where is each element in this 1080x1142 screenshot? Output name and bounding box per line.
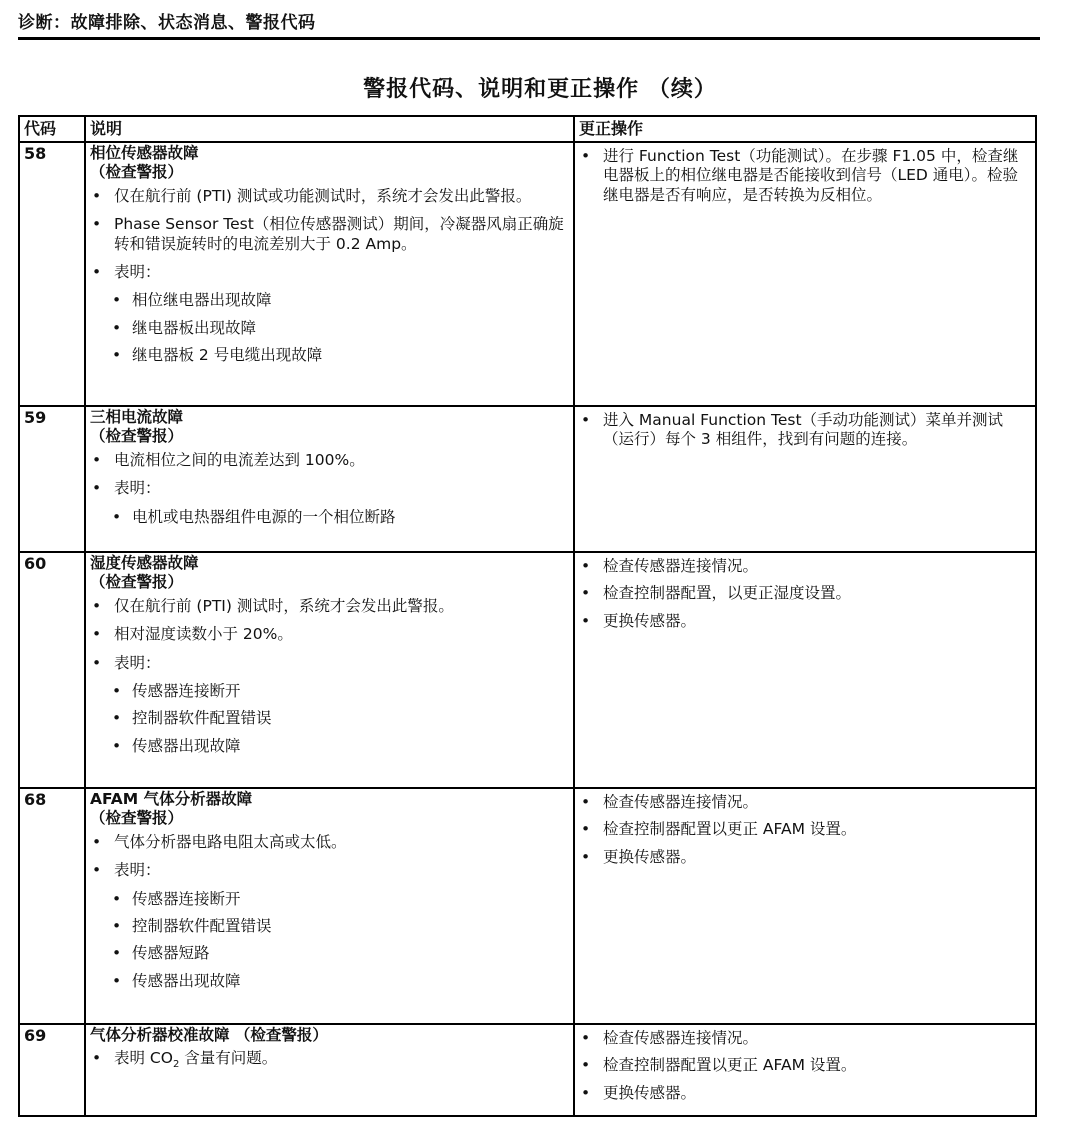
alarm-title: 湿度传感器故障	[90, 554, 199, 572]
alarm-type: （检查警报）	[90, 427, 184, 446]
list-item: • 检查控制器配置以更正 AFAM 设置。	[579, 1056, 1031, 1075]
column-header-description: 说明	[85, 116, 574, 142]
list-item: • 更换传感器。	[579, 848, 1031, 867]
sub-list-item: • 电机或电热器组件电源的一个相位断路	[90, 508, 569, 527]
page-header: 诊断：故障排除、状态消息、警报代码	[18, 8, 1040, 40]
list-item: • 检查控制器配置以更正 AFAM 设置。	[579, 820, 1031, 839]
list-item: • 表明：	[90, 479, 569, 498]
table-row	[19, 552, 1036, 788]
alarm-description	[85, 142, 574, 406]
page-title: 警报代码、说明和更正操作 （续）	[363, 77, 717, 102]
list-item: • Phase Sensor Test（相位传感器测试）期间，冷凝器风扇正确旋转和错误旋转时的电流差别大于 0.2 Amp。	[90, 215, 569, 254]
alarm-code: 59	[19, 406, 85, 552]
list-item: • 表明：	[90, 654, 569, 673]
sub-list-item: • 传感器连接断开	[90, 890, 569, 909]
alarm-title: 三相电流故障	[90, 408, 184, 426]
corrective-action	[574, 142, 1036, 406]
table-row	[19, 788, 1036, 1024]
list-item: • 气体分析器电路电阻太高或太低。	[90, 833, 569, 852]
alarm-title: AFAM 气体分析器故障	[90, 790, 253, 808]
list-item: • 进行 Function Test（功能测试）。在步骤 F1.05 中，检查继电器板上的相位继电器是否能接收到信号（LED 通电）。检验继电器是否有响应，是否转换为反相位。	[579, 147, 1031, 205]
table-row	[19, 142, 1036, 406]
list-item	[90, 1049, 569, 1072]
sub-list-item: • 继电器板出现故障	[90, 319, 569, 338]
alarm-type: （检查警报）	[90, 163, 184, 182]
list-item: • 检查传感器连接情况。	[579, 793, 1031, 812]
table-row	[19, 406, 1036, 552]
sub-list-item: • 相位继电器出现故障	[90, 291, 569, 310]
alarm-title: 气体分析器校准故障 （检查警报）	[90, 1026, 328, 1044]
list-item: • 表明：	[90, 263, 569, 282]
list-item: • 更换传感器。	[579, 1084, 1031, 1103]
list-item: • 更换传感器。	[579, 612, 1031, 631]
alarm-code: 60	[19, 552, 85, 788]
column-header-action: 更正操作	[574, 116, 1036, 142]
co2-subscript: 2	[172, 1059, 180, 1071]
sub-list-item: • 传感器出现故障	[90, 972, 569, 991]
list-item: • 进入 Manual Function Test（手动功能测试）菜单并测试 （运行）每个 3 相组件，找到有问题的连接。	[579, 411, 1031, 450]
alarm-description	[85, 1024, 574, 1116]
alarm-code-table	[18, 115, 1037, 1117]
table-row	[19, 1024, 1036, 1116]
alarm-title: 相位传感器故障	[90, 144, 199, 162]
sub-list-item: • 传感器连接断开	[90, 682, 569, 701]
table-header-row	[19, 116, 1036, 142]
alarm-code: 58	[19, 142, 85, 406]
list-item: • 检查传感器连接情况。	[579, 1029, 1031, 1048]
list-item: • 电流相位之间的电流差达到 100%。	[90, 451, 569, 470]
alarm-code: 68	[19, 788, 85, 1024]
list-item: • 仅在航行前 (PTI) 测试时，系统才会发出此警报。	[90, 597, 569, 616]
list-item: • 相对湿度读数小于 20%。	[90, 625, 569, 644]
corrective-action	[574, 406, 1036, 552]
alarm-description	[85, 406, 574, 552]
sub-list-item: • 控制器软件配置错误	[90, 709, 569, 728]
sub-list-item: • 传感器短路	[90, 944, 569, 963]
alarm-description	[85, 552, 574, 788]
alarm-type: （检查警报）	[90, 809, 184, 828]
list-item: • 仅在航行前 (PTI) 测试或功能测试时，系统才会发出此警报。	[90, 187, 569, 206]
co2-text-prefix: 表明 CO	[114, 1049, 173, 1068]
co2-text-suffix: 含量有问题。	[179, 1049, 278, 1068]
column-header-code: 代码	[19, 116, 85, 142]
alarm-description	[85, 788, 574, 1024]
corrective-action	[574, 552, 1036, 788]
list-item: • 表明：	[90, 861, 569, 880]
sub-list-item: • 控制器软件配置错误	[90, 917, 569, 936]
alarm-code: 69	[19, 1024, 85, 1116]
list-item: • 检查传感器连接情况。	[579, 557, 1031, 576]
sub-list-item: • 继电器板 2 号电缆出现故障	[90, 346, 569, 365]
sub-list-item: • 传感器出现故障	[90, 737, 569, 756]
corrective-action	[574, 788, 1036, 1024]
alarm-type: （检查警报）	[90, 573, 184, 592]
corrective-action	[574, 1024, 1036, 1116]
list-item: • 检查控制器配置，以更正湿度设置。	[579, 584, 1031, 603]
